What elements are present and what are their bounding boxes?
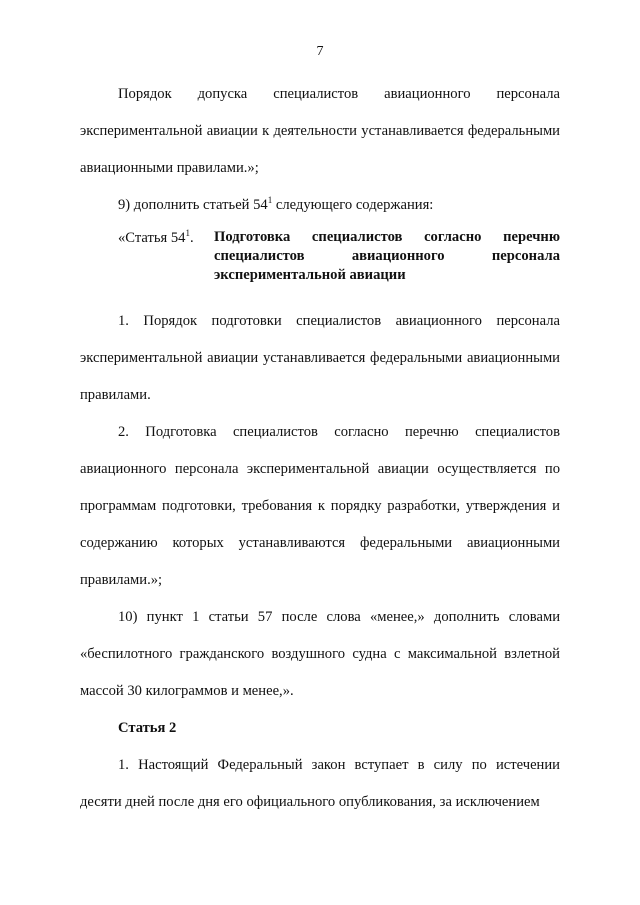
article-54-1-title: Подготовка специалистов согласно перечню специалистов авиационного персонала экспериментальной авиации bbox=[214, 229, 560, 283]
paragraph-amendment-10: 10) пункт 1 статьи 57 после слова «менее,» дополнить словами «беспилотного гражданского воздушного судна с максимальной взлетной массой 30 килограммов и менее,». bbox=[80, 609, 560, 699]
paragraph-article-54-1-point-2: 2. Подготовка специалистов согласно перечню специалистов авиационного персонала экспериментальной авиации осуществляется по программам подготовки, требования к порядку разработки, утверждения и содержанию которых устанавливаются федеральными авиационными правилами.»; bbox=[80, 424, 560, 588]
amendment-9-text-end: следующего содержания: bbox=[272, 197, 434, 213]
amendment-9-text: 9) дополнить статьей 54 bbox=[118, 197, 268, 213]
paragraph-amendment-9 bbox=[80, 187, 560, 224]
article-54-1-label bbox=[118, 228, 214, 285]
article-label-dot: . bbox=[189, 230, 194, 246]
paragraph-admission-procedure: Порядок допуска специалистов авиационного персонала экспериментальной авиации к деятельности устанавливается федеральными авиационными правилами.»; bbox=[80, 86, 560, 176]
article-label-text: «Статья 54 bbox=[118, 230, 186, 246]
amendment-9-superscript: 1 bbox=[267, 195, 273, 206]
page-number: 7 bbox=[316, 44, 324, 59]
paragraph-article-54-1-point-1: 1. Порядок подготовки специалистов авиационного персонала экспериментальной авиации устанавливается федеральными авиационными правилами. bbox=[80, 313, 560, 403]
article-2-heading: Статья 2 bbox=[118, 720, 177, 736]
paragraph-article-2-point-1: 1. Настоящий Федеральный закон вступает в силу по истечении десяти дней после дня его официального опубликования, за исключением bbox=[80, 757, 560, 810]
article-54-1-heading bbox=[80, 228, 560, 285]
document-body bbox=[80, 76, 560, 821]
article-label-superscript: 1 bbox=[185, 228, 190, 239]
